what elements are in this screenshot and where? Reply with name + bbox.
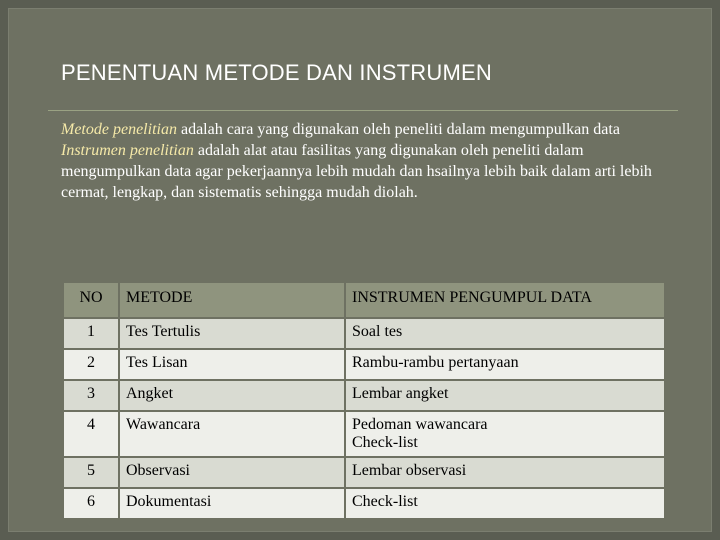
- row-no: 5: [64, 458, 118, 487]
- row-instrumen: Lembar observasi: [346, 458, 664, 487]
- table-row: [64, 381, 664, 410]
- row-metode: Wawancara: [120, 412, 344, 456]
- paragraph-instrumen: [61, 140, 661, 203]
- methods-table: [62, 281, 666, 520]
- table-row: [64, 489, 664, 518]
- table-row: [64, 350, 664, 379]
- row-instrumen: Check-list: [346, 489, 664, 518]
- table-row: [64, 412, 664, 456]
- header-no: NO: [64, 283, 118, 317]
- header-metode: METODE: [120, 283, 344, 317]
- definition-metode: adalah cara yang digunakan oleh peneliti dalam mengumpulkan data: [176, 121, 620, 138]
- row-no: 6: [64, 489, 118, 518]
- body-text: [61, 119, 661, 203]
- row-no: 1: [64, 319, 118, 348]
- slide-title: PENENTUAN METODE DAN INSTRUMEN: [61, 60, 492, 85]
- table-row: [64, 458, 664, 487]
- definition-instrumen: adalah alat atau fasilitas yang digunakan oleh peneliti dalam mengumpulkan data agar pekerjaannya lebih mudah dan hsailnya lebih baik dalam arti lebih cermat, lengkap, dan sistematis sehingga mudah diolah.: [61, 142, 652, 201]
- row-metode: Observasi: [120, 458, 344, 487]
- table-row: [64, 319, 664, 348]
- row-no: 3: [64, 381, 118, 410]
- row-instrumen: Rambu-rambu pertanyaan: [346, 350, 664, 379]
- term-instrumen-penelitian: Instrumen penelitian: [61, 142, 194, 159]
- row-instrumen-line2: Check-list: [352, 434, 418, 451]
- row-metode: Dokumentasi: [120, 489, 344, 518]
- header-instrumen: INSTRUMEN PENGUMPUL DATA: [346, 283, 664, 317]
- row-instrumen: [346, 412, 664, 456]
- row-metode: Angket: [120, 381, 344, 410]
- paragraph-metode: [61, 119, 661, 140]
- row-metode: Tes Tertulis: [120, 319, 344, 348]
- row-metode: Tes Lisan: [120, 350, 344, 379]
- row-instrumen: Soal tes: [346, 319, 664, 348]
- title-divider: [48, 110, 678, 111]
- row-instrumen: Lembar angket: [346, 381, 664, 410]
- term-metode-penelitian: Metode penelitian: [61, 121, 177, 138]
- row-instrumen-line1: Pedoman wawancara: [352, 416, 488, 433]
- row-no: 2: [64, 350, 118, 379]
- table-header-row: [64, 283, 664, 317]
- row-no: 4: [64, 412, 118, 456]
